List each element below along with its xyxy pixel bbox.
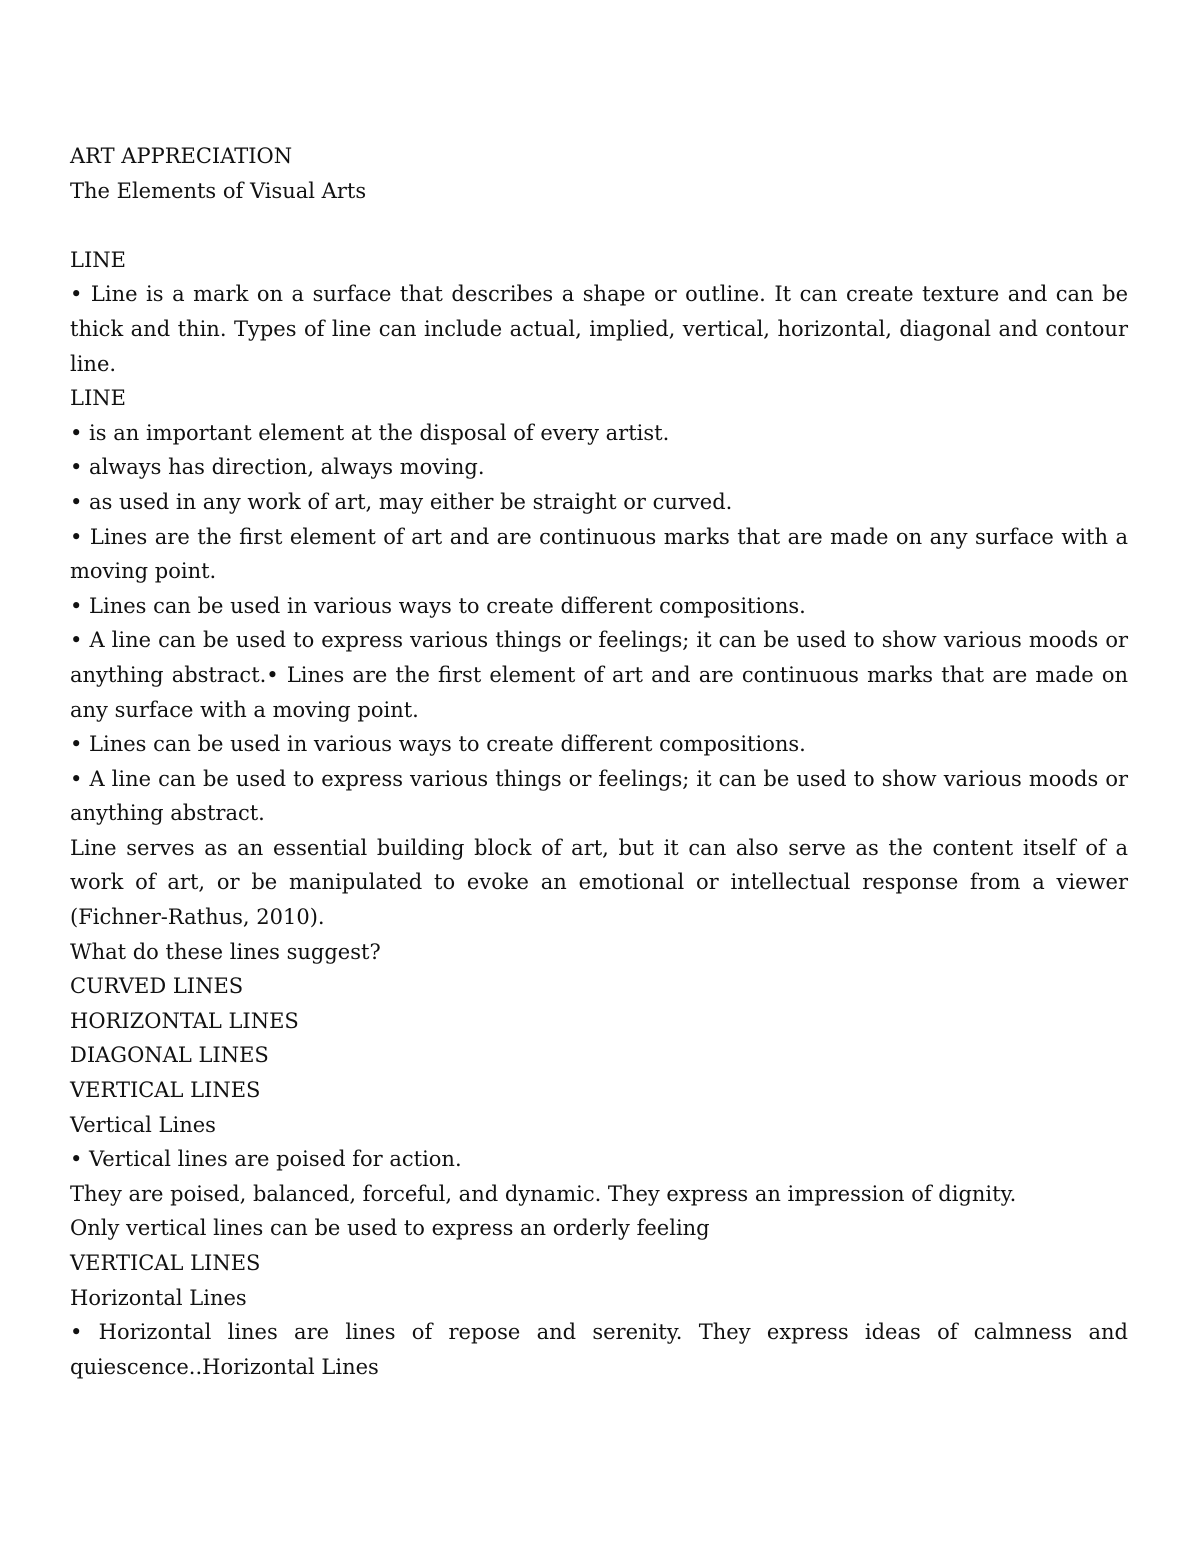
doc-title: ART APPRECIATION	[70, 144, 293, 168]
vertical-description: They are poised, balanced, forceful, and dynamic. They express an impression of dignity.	[70, 1181, 1017, 1206]
list-item-horizontal-lines: HORIZONTAL LINES	[70, 1008, 299, 1033]
spacer	[70, 208, 1128, 243]
vertical-lines-caps-heading: VERTICAL LINES	[70, 1251, 261, 1275]
section-heading-line: LINE	[70, 247, 126, 272]
list-item-curved-lines: CURVED LINES	[70, 974, 244, 999]
citation-paragraph: Line serves as an essential building block of art, but it can also serve as the content itself of a work of art, or be manipulated to evoke an emotional or intellectual response from a viewer (Fichner-Rathus, 2010).	[70, 835, 1128, 930]
list-item-vertical-lines: VERTICAL LINES	[70, 1078, 261, 1103]
horizontal-lines-heading: Horizontal Lines	[70, 1285, 247, 1310]
doc-subtitle: The Elements of Visual Arts	[70, 178, 367, 203]
vertical-description: Only vertical lines can be used to express an orderly feeling	[70, 1216, 710, 1241]
bullet-item: • Vertical lines are poised for action.	[70, 1147, 462, 1172]
bullet-item: • A line can be used to express various things or feelings; it can be used to show various moods or anything abstract.• Lines are the first element of art and are continuous marks that are made on any surface with a moving point.	[70, 628, 1128, 722]
bullet-item: • Horizontal lines are lines of repose and serenity. They express ideas of calmness and quiescence..Horizontal Lines	[70, 1320, 1128, 1379]
bullet-item: • always has direction, always moving.	[70, 455, 485, 480]
bullet-item: • Lines can be used in various ways to create different compositions.	[70, 732, 806, 757]
line-definition-paragraph: • Line is a mark on a surface that describes a shape or outline. It can create texture and can be thick and thin. Types of line can include actual, implied, vertical, horizontal, diagonal and contour line.	[70, 282, 1128, 376]
bullet-item: • as used in any work of art, may either be straight or curved.	[70, 489, 733, 514]
bullet-item: • Lines are the first element of art and are continuous marks that are made on any surface with a moving point.	[70, 524, 1128, 584]
document-page	[70, 139, 1128, 1384]
vertical-lines-heading: Vertical Lines	[70, 1112, 216, 1137]
section-heading-line-repeat: LINE	[70, 386, 126, 411]
question-text: What do these lines suggest?	[70, 939, 381, 964]
bullet-item: • is an important element at the disposal of every artist.	[70, 420, 670, 445]
bullet-item: • A line can be used to express various things or feelings; it can be used to show various moods or anything abstract.	[70, 766, 1128, 826]
list-item-diagonal-lines: DIAGONAL LINES	[70, 1043, 269, 1068]
bullet-item: • Lines can be used in various ways to create different compositions.	[70, 593, 806, 618]
